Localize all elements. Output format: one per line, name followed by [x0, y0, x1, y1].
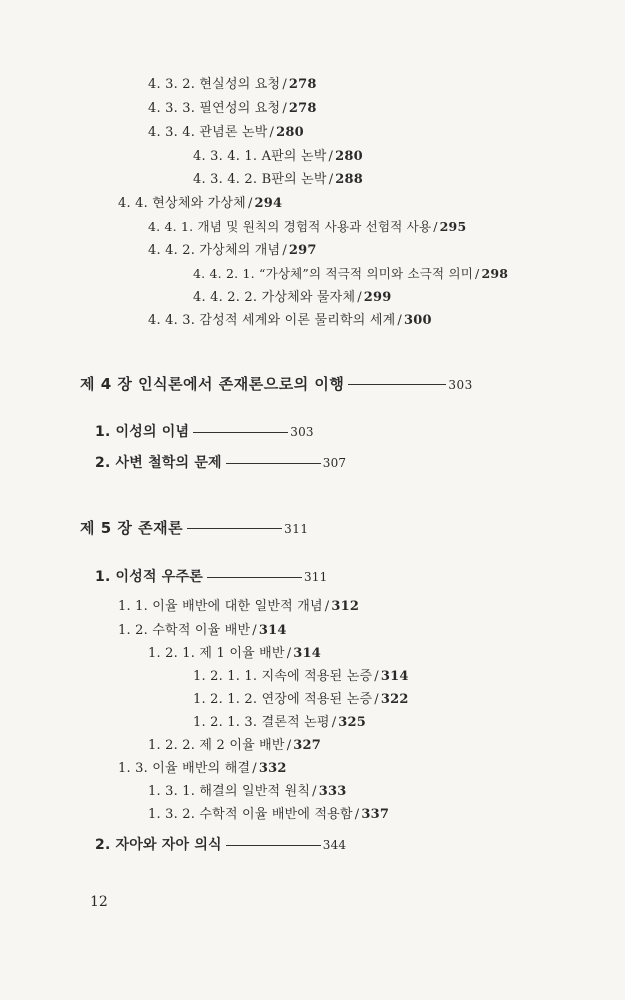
toc-entry: 4. 3. 4. 관념론 논박 / 280: [148, 125, 304, 140]
toc-entry: 1. 2. 1. 1. 지속에 적용된 논증 / 314: [193, 669, 409, 684]
chapter-heading: 제 4 장 인식론에서 존재론으로의 이행 303: [80, 375, 473, 393]
toc-entry: 1. 2. 1. 제 1 이율 배반 / 314: [148, 646, 322, 661]
toc-section: 1. 이성의 이념 303: [95, 424, 314, 440]
toc-entry: 4. 4. 3. 감성적 세계와 이론 물리학의 세계 / 300: [148, 313, 432, 328]
toc-section: 1. 이성적 우주론 311: [95, 569, 328, 585]
toc-entry: 4. 3. 4. 2. B판의 논박 / 288: [193, 172, 364, 187]
toc-entry: 4. 4. 2. 2. 가상체와 물자체 / 299: [193, 290, 392, 305]
toc-section: 2. 사변 철학의 문제 307: [95, 455, 347, 471]
page-number: 12: [90, 894, 108, 910]
leader-line: [348, 384, 446, 385]
toc-entry: 1. 2. 1. 3. 결론적 논평 / 325: [193, 715, 367, 730]
toc-entry: 1. 2. 2. 제 2 이율 배반 / 327: [148, 738, 322, 753]
toc-entry: 4. 4. 1. 개념 및 원칙의 경험적 사용과 선험적 사용 / 295: [148, 219, 467, 234]
leader-line: [193, 432, 288, 433]
toc-entry: 4. 3. 2. 현실성의 요청 / 278: [148, 77, 317, 92]
toc-entry: 4. 3. 4. 1. A판의 논박 / 280: [193, 149, 363, 164]
toc-section: 2. 자아와 자아 의식 344: [95, 837, 347, 853]
toc-entry: 1. 2. 수학적 이율 배반 / 314: [118, 623, 287, 638]
toc-entry: 4. 3. 3. 필연성의 요청 / 278: [148, 101, 317, 116]
toc-entry: 1. 1. 이율 배반에 대한 일반적 개념 / 312: [118, 599, 360, 614]
toc-entry: 1. 3. 2. 수학적 이율 배반에 적용함 / 337: [148, 807, 390, 822]
toc-entry: 1. 3. 1. 해결의 일반적 원칙 / 333: [148, 784, 347, 799]
leader-line: [226, 845, 321, 846]
toc-entry: 4. 4. 현상체와 가상체 / 294: [118, 196, 283, 211]
chapter-heading: 제 5 장 존재론 311: [80, 519, 309, 537]
leader-line: [187, 528, 282, 529]
toc-entry: 1. 3. 이율 배반의 해결 / 332: [118, 761, 287, 776]
leader-line: [207, 577, 302, 578]
toc-entry: 4. 4. 2. 1. “가상체”의 적극적 의미와 소극적 의미 / 298: [193, 266, 509, 281]
leader-line: [226, 463, 321, 464]
toc-entry: 4. 4. 2. 가상체의 개념 / 297: [148, 243, 317, 258]
toc-entry: 1. 2. 1. 2. 연장에 적용된 논증 / 322: [193, 692, 409, 707]
